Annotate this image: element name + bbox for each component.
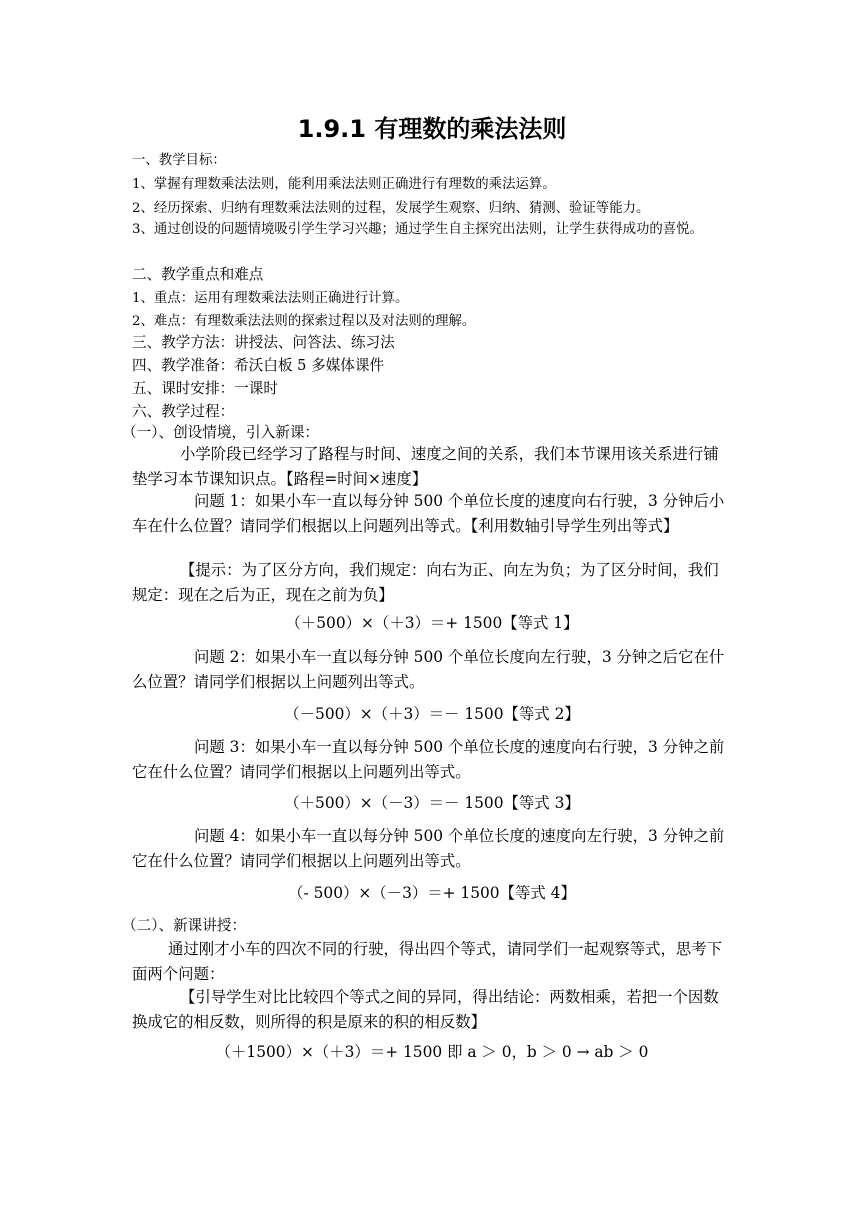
prep-line: 四、教学准备：希沃白板 5 多媒体课件 [132,357,385,374]
guide-paragraph: 【引导学生对比比较四个等式之间的异同，得出结论：两数相乘，若把一个因数换成它的相反数，则所得的积是原来的积的相反数】 [132,988,719,1031]
process-heading: 六、教学过程： [132,403,235,420]
equation-5: （＋1500）×（＋3）＝+ 1500 即 a ＞ 0，b ＞ 0 → ab ＞ 0 [215,1043,649,1061]
observe-paragraph: 通过刚才小车的四次不同的行驶，得出四个等式，请同学们一起观察等式，思考下面两个问题： [132,940,723,983]
goal-item: 3、通过创设的问题情境吸引学生学习兴趣；通过学生自主探究出法则，让学生获得成功的喜悦。 [132,222,703,237]
hint-paragraph: 【提示：为了区分方向，我们规定：向右为正、向左为负；为了区分时间，我们规定：现在之后为正，现在之前为负】 [132,561,719,604]
intro-paragraph: 小学阶段已经学习了路程与时间、速度之间的关系，我们本节课用该关系进行铺垫学习本节课知识点。【路程=时间×速度】 [132,445,719,488]
part1-heading: （一）、创设情境，引入新课： [122,424,320,441]
equation-4: （- 500）×（－3）＝+ 1500【等式 4】 [288,884,576,902]
question-3: 问题 3：如果小车一直以每分钟 500 个单位长度的速度向右行驶，3 分钟之前它在什么位置？请同学们根据以上问题列出等式。 [132,738,725,781]
question-4: 问题 4：如果小车一直以每分钟 500 个单位长度的速度向左行驶，3 分钟之前它在什么位置？请同学们根据以上问题列出等式。 [132,827,725,870]
goal-item: 2、经历探索、归纳有理数乘法法则的过程，发展学生观察、归纳、猜测、验证等能力。 [132,201,650,216]
schedule-line: 五、课时安排：一课时 [132,380,278,397]
equation-1: （＋500）×（＋3）＝+ 1500【等式 1】 [285,614,579,632]
key-point-item: 2、难点：有理数乘法法则的探索过程以及对法则的理解。 [132,314,476,329]
equation-3: （＋500）×（－3）＝－ 1500【等式 3】 [284,794,580,812]
part2-heading: （二）、新课讲授： [122,917,247,934]
question-1: 问题 1：如果小车一直以每分钟 500 个单位长度的速度向右行驶，3 分钟后小车在什么位置？请同学们根据以上问题列出等式。【利用数轴引导学生列出等式】 [132,492,725,535]
equation-2: （－500）×（＋3）＝－ 1500【等式 2】 [284,705,580,723]
method-line: 三、教学方法：讲授法、问答法、练习法 [132,334,395,351]
question-2: 问题 2：如果小车一直以每分钟 500 个单位长度向左行驶，3 分钟之后它在什么位置？请同学们根据以上问题列出等式。 [132,648,725,691]
goal-item: 1、掌握有理数乘法法则，能利用乘法法则正确进行有理数的乘法运算。 [132,177,556,192]
key-point-item: 1、重点：运用有理数乘法法则正确进行计算。 [132,291,409,306]
page-title: 1.9.1 有理数的乘法法则 [297,115,567,143]
goals-heading: 一、教学目标： [132,153,226,168]
key-heading: 二、教学重点和难点 [132,266,264,283]
